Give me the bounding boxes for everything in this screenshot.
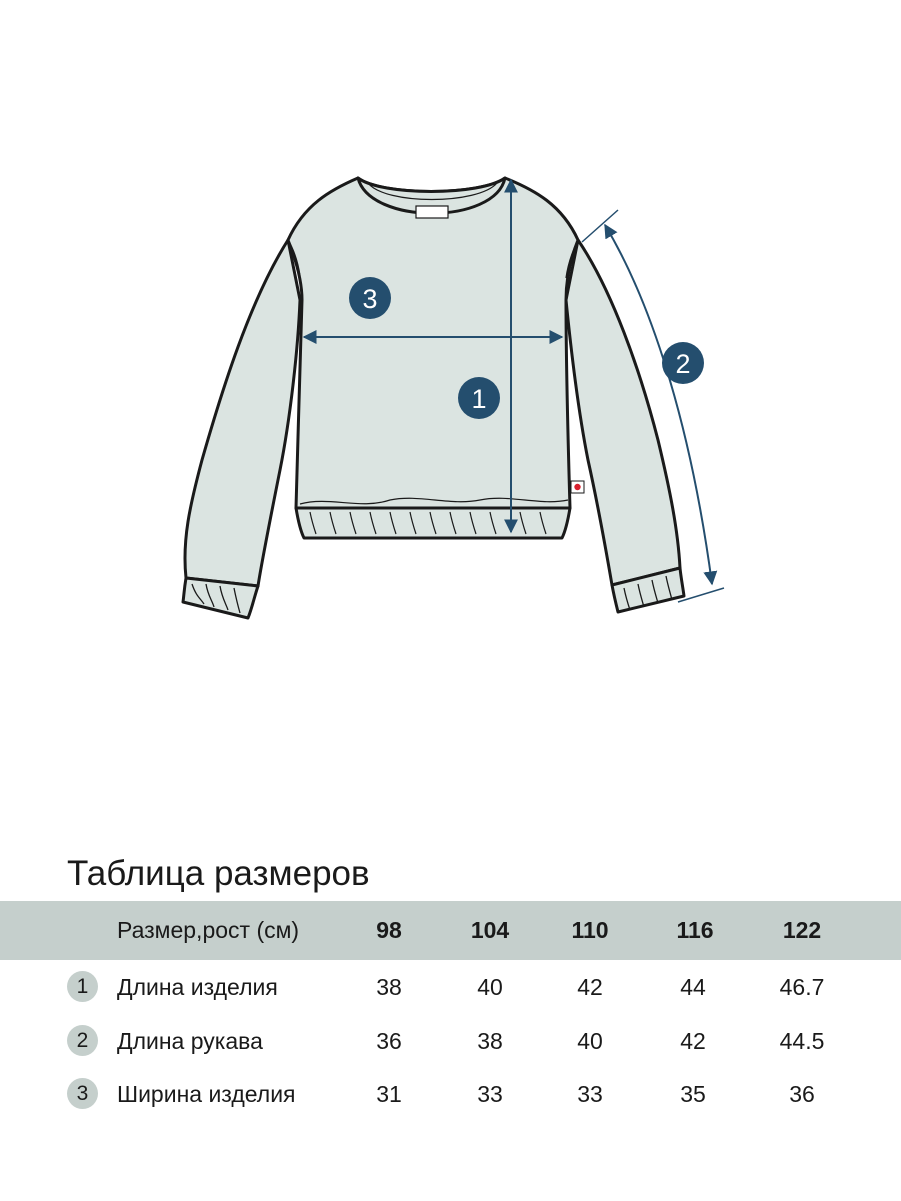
size-table-title: Таблица размеров [67,854,370,893]
table-cell: 36 [789,1081,815,1107]
marker-2-label: 2 [675,349,691,379]
marker-2 [662,342,704,384]
table-cell: 40 [477,974,503,1000]
marker-1-label: 1 [471,384,487,414]
header-size-116: 116 [676,917,714,943]
sweatshirt-body [288,178,578,508]
header-size-104: 104 [470,917,510,943]
header-label: Размер,рост (см) [117,917,300,943]
marker-3 [349,277,391,319]
table-cell: 38 [477,1028,503,1054]
marker-3-label: 3 [362,284,378,314]
row-3-label: Ширина изделия [117,1081,296,1107]
table-cell: 44.5 [779,1028,825,1054]
left-sleeve [185,240,300,586]
row-2-label: Длина рукава [117,1028,263,1054]
table-cell: 33 [577,1081,603,1107]
header-size-110: 110 [571,917,609,943]
table-cell: 42 [577,974,603,1000]
right-sleeve [566,240,680,585]
left-sleeve-cuff [183,578,258,618]
row-3-index-badge: 3 [67,1078,98,1109]
table-cell: 38 [376,974,402,1000]
table-cell: 31 [376,1081,402,1107]
table-cell: 42 [680,1028,706,1054]
table-cell: 40 [577,1028,603,1054]
row-1-label: Длина изделия [117,974,278,1000]
header-size-122: 122 [782,917,822,943]
table-cell: 44 [680,974,706,1000]
row-2-index-badge: 2 [67,1025,98,1056]
neck-label [416,206,448,218]
table-cell: 35 [680,1081,706,1107]
header-size-98: 98 [376,917,402,943]
table-cell: 33 [477,1081,503,1107]
table-cell: 36 [376,1028,402,1054]
table-cell: 46.7 [779,974,825,1000]
marker-1 [458,377,500,419]
row-1-index-badge: 1 [67,971,98,1002]
